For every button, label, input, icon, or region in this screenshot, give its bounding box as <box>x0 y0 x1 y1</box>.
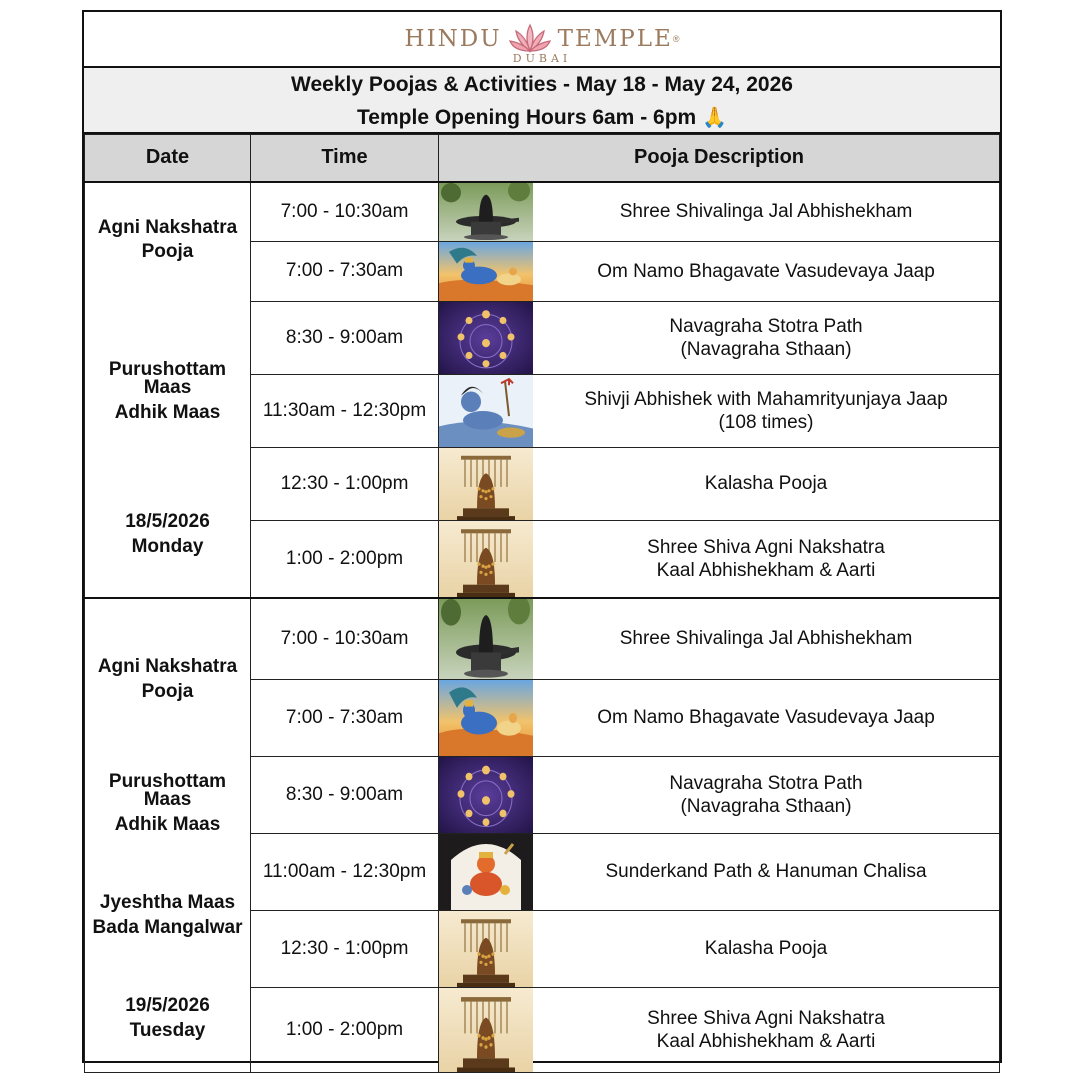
time-cell: 7:00 - 7:30am <box>251 679 439 756</box>
opening-hours-text: Temple Opening Hours 6am - 6pm <box>357 106 697 129</box>
description-cell <box>533 447 1000 520</box>
navagraha-image <box>439 756 533 833</box>
description-line: Shree Shiva Agni Nakshatra <box>647 1007 885 1029</box>
description-cell <box>533 679 1000 756</box>
hanuman-image <box>439 833 533 910</box>
description-cell <box>533 241 1000 301</box>
time-cell: 11:00am - 12:30pm <box>251 833 439 910</box>
day1-maas-label-2: Maas <box>143 377 192 398</box>
day1-date: 18/5/2026 <box>125 511 210 532</box>
description-cell <box>533 910 1000 987</box>
vishnu-image <box>439 679 533 756</box>
description-line-2: (Navagraha Sthaan) <box>680 338 852 360</box>
shrine-image <box>439 447 533 520</box>
shiva-image <box>439 374 533 447</box>
day2-jyeshtha-label: Jyeshtha Maas <box>99 892 236 913</box>
day1-maas-label: Purushottam <box>108 359 227 380</box>
day2-date: 19/5/2026 <box>125 995 210 1016</box>
description-cell <box>533 833 1000 910</box>
time-cell: 1:00 - 2:00pm <box>251 987 439 1072</box>
time-cell: 7:00 - 10:30am <box>251 182 439 242</box>
day2-adhik-label: Adhik Maas <box>114 814 221 835</box>
description-line: Kalasha Pooja <box>704 938 828 959</box>
logo-word-left: HINDU <box>404 26 502 52</box>
description-line: Navagraha Stotra Path <box>669 315 863 337</box>
opening-hours-line <box>84 101 1000 135</box>
description-cell <box>533 987 1000 1072</box>
day2-agni-label-2: Pooja <box>141 681 194 702</box>
day1-weekday: Monday <box>131 536 204 557</box>
description-line: Shivji Abhishek with Mahamrityunjaya Jaap <box>584 388 948 410</box>
time-cell: 7:00 - 10:30am <box>251 598 439 680</box>
column-header-time: Time <box>251 135 439 182</box>
description-line-2: Kaal Abhishekham & Aarti <box>656 1030 876 1052</box>
day1-agni-label-2: Pooja <box>141 241 194 262</box>
shivalinga-image <box>439 182 533 242</box>
day2-weekday: Tuesday <box>129 1020 206 1041</box>
day1-agni-label: Agni Nakshatra <box>97 217 238 238</box>
logo-subtitle: DUBAI <box>512 52 572 65</box>
praying-hands-icon: 🙏 <box>702 107 727 129</box>
table-row <box>85 598 1000 680</box>
description-cell <box>533 520 1000 598</box>
shrine-image <box>439 987 533 1072</box>
day2-agni-label: Agni Nakshatra <box>97 656 238 677</box>
description-line: Om Namo Bhagavate Vasudevaya Jaap <box>597 707 935 728</box>
time-cell: 8:30 - 9:00am <box>251 756 439 833</box>
table-header-row <box>85 135 1000 182</box>
description-cell <box>533 301 1000 374</box>
description-cell <box>533 598 1000 680</box>
registered-mark: ® <box>672 34 680 44</box>
day1-date-cell <box>85 182 251 598</box>
table-row <box>85 182 1000 242</box>
description-line: Kalasha Pooja <box>704 473 828 494</box>
column-header-description: Pooja Description <box>439 135 1000 182</box>
description-line: Om Namo Bhagavate Vasudevaya Jaap <box>597 260 935 282</box>
time-cell: 7:00 - 7:30am <box>251 241 439 301</box>
time-cell: 1:00 - 2:00pm <box>251 520 439 598</box>
header-band <box>84 68 1000 134</box>
shrine-image <box>439 910 533 987</box>
shrine-image <box>439 520 533 598</box>
description-line: Shree Shivalinga Jal Abhishekham <box>619 628 913 649</box>
navagraha-image <box>439 301 533 374</box>
schedule-title: Weekly Poojas & Activities - May 18 - May 24, 2026 <box>291 73 793 96</box>
schedule-frame <box>82 10 1002 1063</box>
description-line: Shree Shivalinga Jal Abhishekham <box>619 201 913 222</box>
description-cell <box>533 374 1000 447</box>
day2-date-cell <box>85 598 251 1073</box>
time-cell: 12:30 - 1:00pm <box>251 910 439 987</box>
day1-adhik-label: Adhik Maas <box>114 402 221 423</box>
logo-bar <box>84 12 1000 68</box>
vishnu-image <box>439 241 533 301</box>
schedule-table <box>84 134 1000 1073</box>
day2-maas-label: Purushottam <box>108 771 227 792</box>
day2-mangalwar-label: Bada Mangalwar <box>92 917 243 938</box>
description-line-2: Kaal Abhishekham & Aarti <box>656 559 876 581</box>
description-cell <box>533 756 1000 833</box>
description-line: Sunderkand Path & Hanuman Chalisa <box>605 861 927 882</box>
time-cell: 12:30 - 1:00pm <box>251 447 439 520</box>
logo-word-right: TEMPLE <box>557 26 673 52</box>
time-cell: 11:30am - 12:30pm <box>251 374 439 447</box>
shivalinga-image <box>439 598 533 680</box>
description-line: Navagraha Stotra Path <box>669 772 863 794</box>
column-header-date: Date <box>85 135 251 182</box>
description-line-2: (Navagraha Sthaan) <box>680 795 852 817</box>
description-line: Shree Shiva Agni Nakshatra <box>647 536 885 558</box>
description-line-2: (108 times) <box>718 411 814 433</box>
description-cell <box>533 182 1000 242</box>
time-cell: 8:30 - 9:00am <box>251 301 439 374</box>
day2-maas-label-2: Maas <box>143 789 192 810</box>
